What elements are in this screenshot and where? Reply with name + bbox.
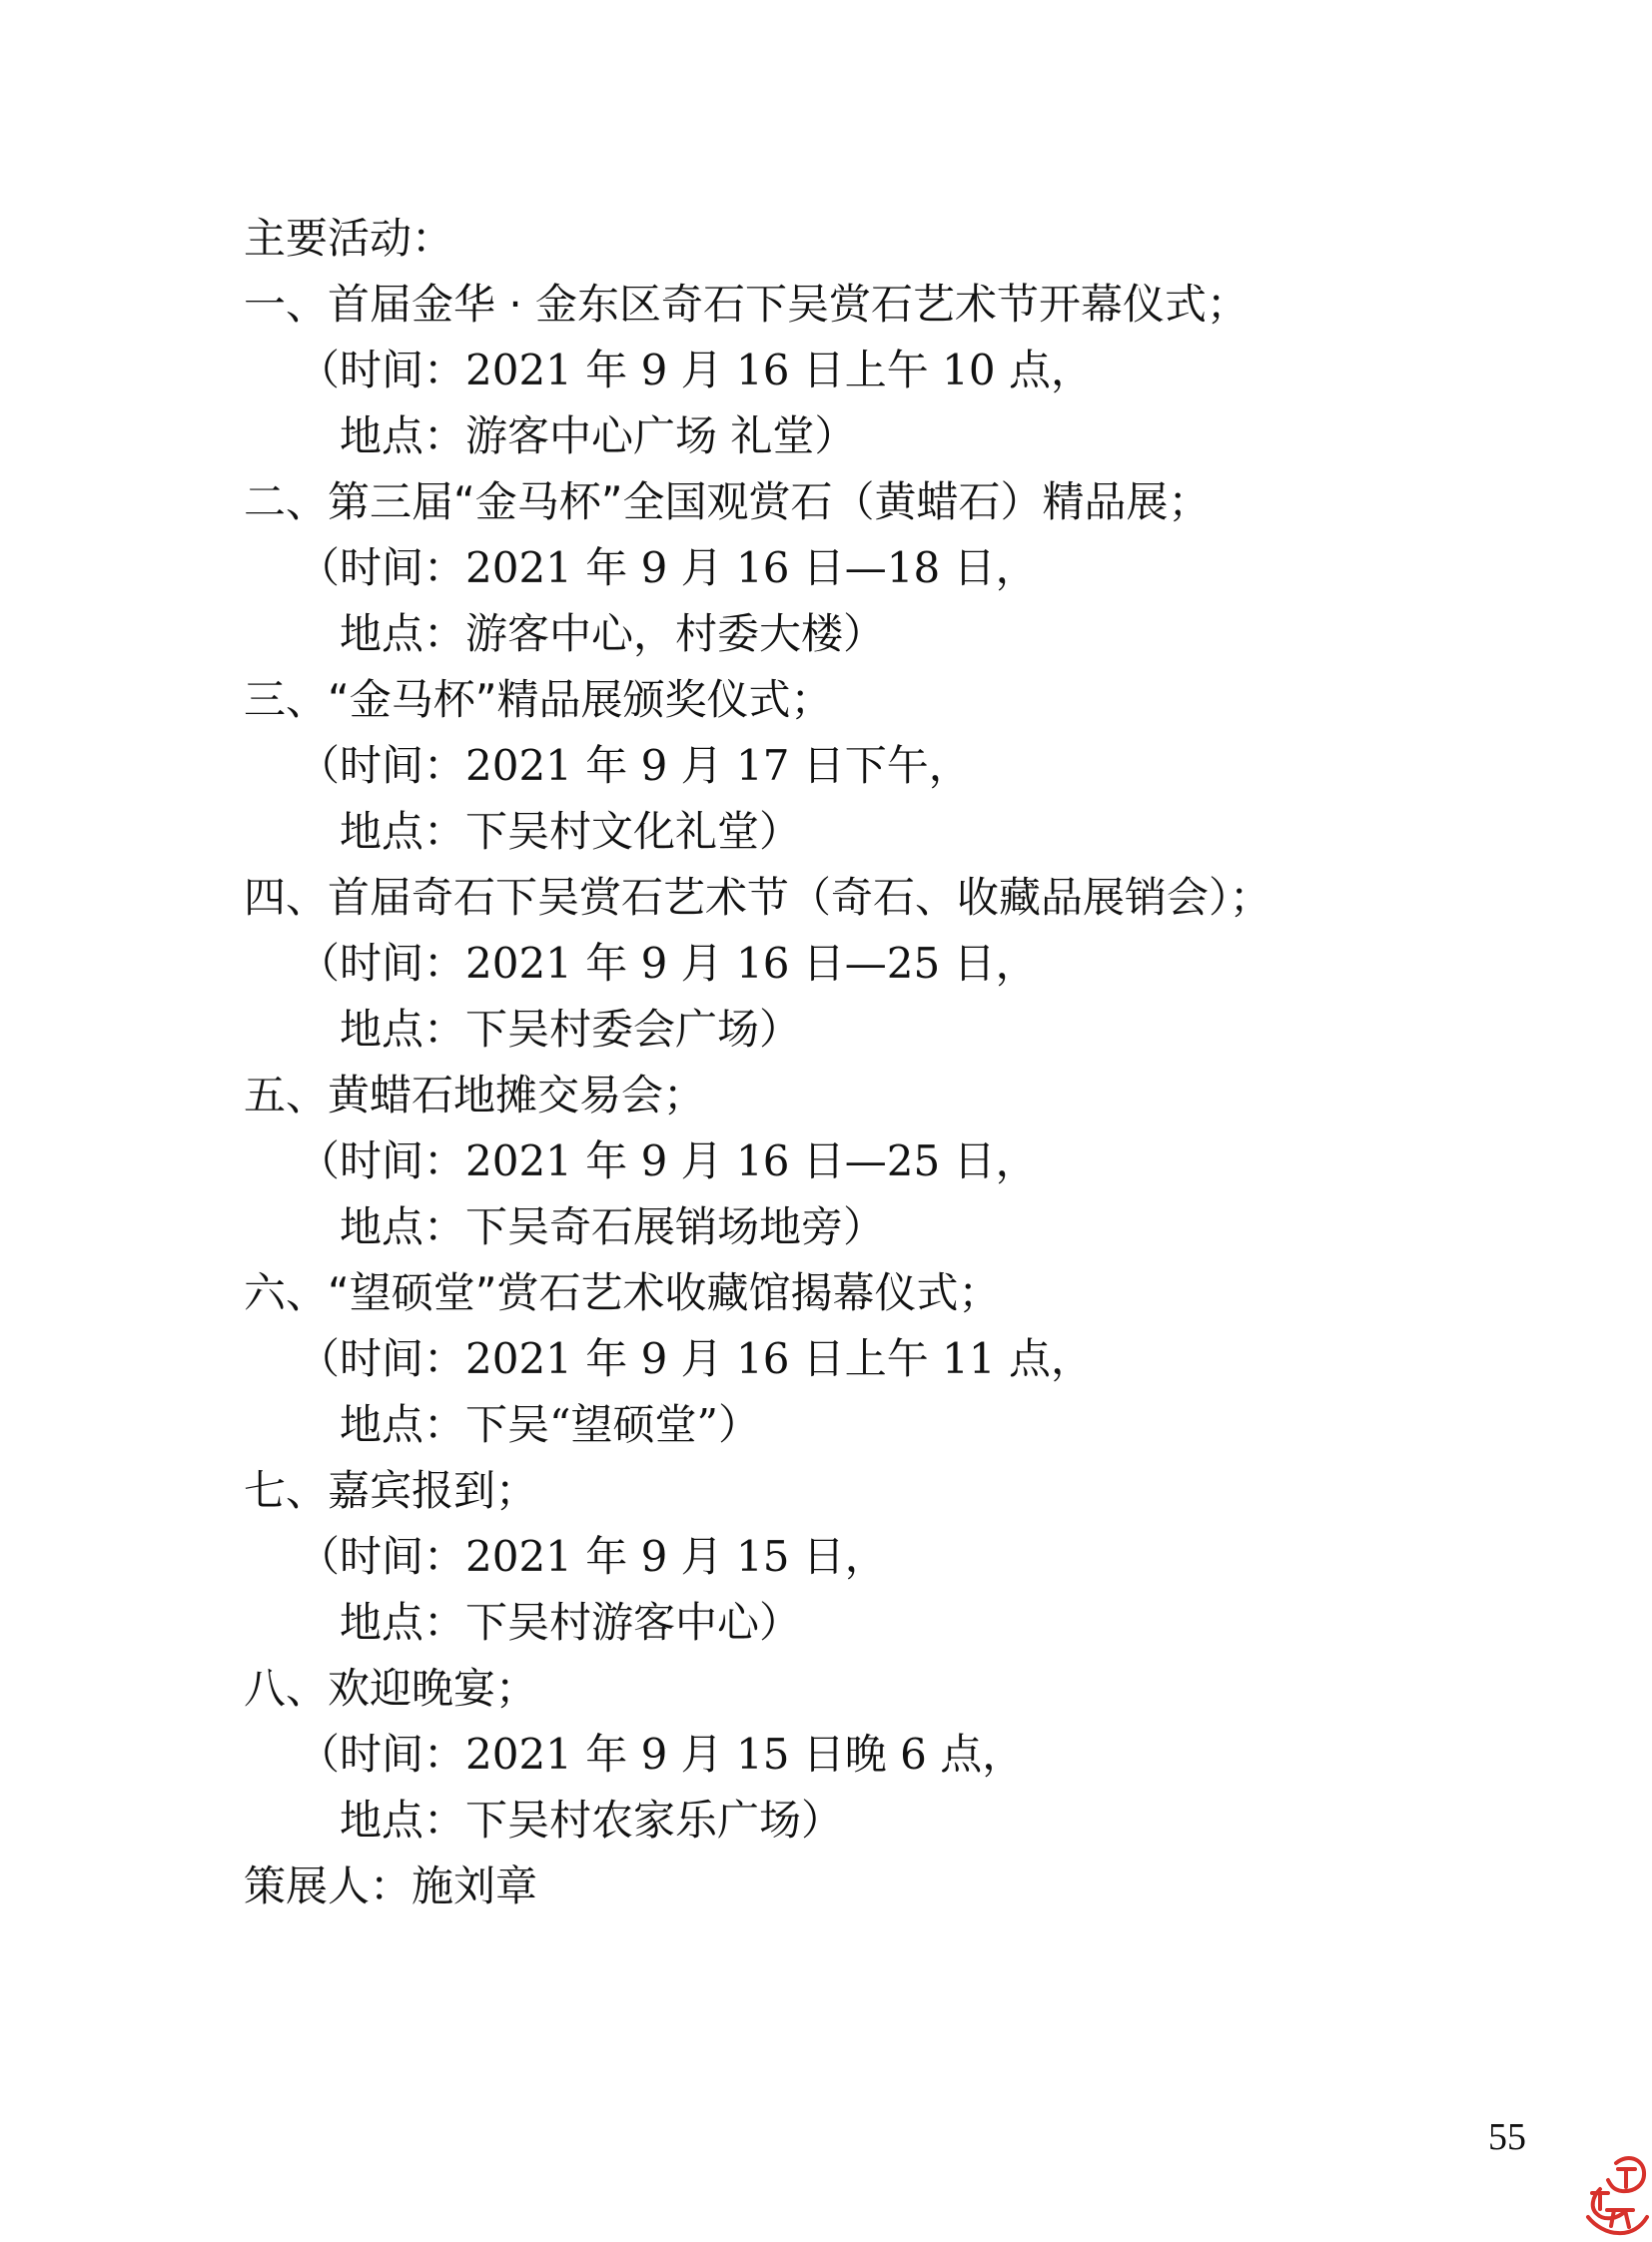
activity-3-location: 地点：下吴村文化礼堂） (340, 807, 802, 856)
intro-heading: 主要活动： (244, 214, 454, 263)
activity-1-title: 一、首届金华 · 金东区奇石下吴赏石艺术节开幕仪式； (244, 280, 1249, 329)
activity-2-time: （时间：2021 年 9 月 16 日—18 日， (298, 543, 1038, 592)
activity-6-title: 六、“望硕堂”赏石艺术收藏馆揭幕仪式； (244, 1268, 1001, 1317)
activity-3-title: 三、“金马杯”精品展颁奖仪式； (244, 675, 833, 724)
activity-1-location: 地点：游客中心广场 礼堂） (340, 411, 857, 460)
activity-5-title: 五、黄蜡石地摊交易会； (244, 1071, 706, 1120)
activity-6-location: 地点：下吴“望硕堂”） (340, 1400, 760, 1449)
activity-1-time: （时间：2021 年 9 月 16 日上午 10 点， (298, 346, 1093, 394)
watermark-seal-icon (1580, 2147, 1652, 2242)
activity-4-title: 四、首届奇石下吴赏石艺术节（奇石、收藏品展销会）； (244, 873, 1272, 922)
activity-8-title: 八、欢迎晚宴； (244, 1664, 538, 1713)
activity-3-time: （时间：2021 年 9 月 17 日下午， (298, 741, 971, 790)
activity-7-time: （时间：2021 年 9 月 15 日， (298, 1532, 887, 1581)
activity-6-time: （时间：2021 年 9 月 16 日上午 11 点， (298, 1334, 1093, 1383)
activity-7-title: 七、嘉宾报到； (244, 1466, 538, 1515)
activity-8-time: （时间：2021 年 9 月 15 日晚 6 点， (298, 1730, 1025, 1779)
activity-5-location: 地点：下吴奇石展销场地旁） (340, 1202, 886, 1251)
activity-2-title: 二、第三届“金马杯”全国观赏石（黄蜡石）精品展； (244, 477, 1211, 526)
curator-line: 策展人：施刘章 (244, 1862, 538, 1910)
page-number: 55 (1488, 2116, 1526, 2158)
activity-8-location: 地点：下吴村农家乐广场） (340, 1796, 844, 1845)
activity-4-time: （时间：2021 年 9 月 16 日—25 日， (298, 939, 1038, 988)
activity-4-location: 地点：下吴村委会广场） (340, 1005, 802, 1054)
activity-7-location: 地点：下吴村游客中心） (340, 1598, 802, 1647)
activity-2-location: 地点：游客中心，村委大楼） (340, 609, 886, 658)
activity-5-time: （时间：2021 年 9 月 16 日—25 日， (298, 1136, 1038, 1185)
